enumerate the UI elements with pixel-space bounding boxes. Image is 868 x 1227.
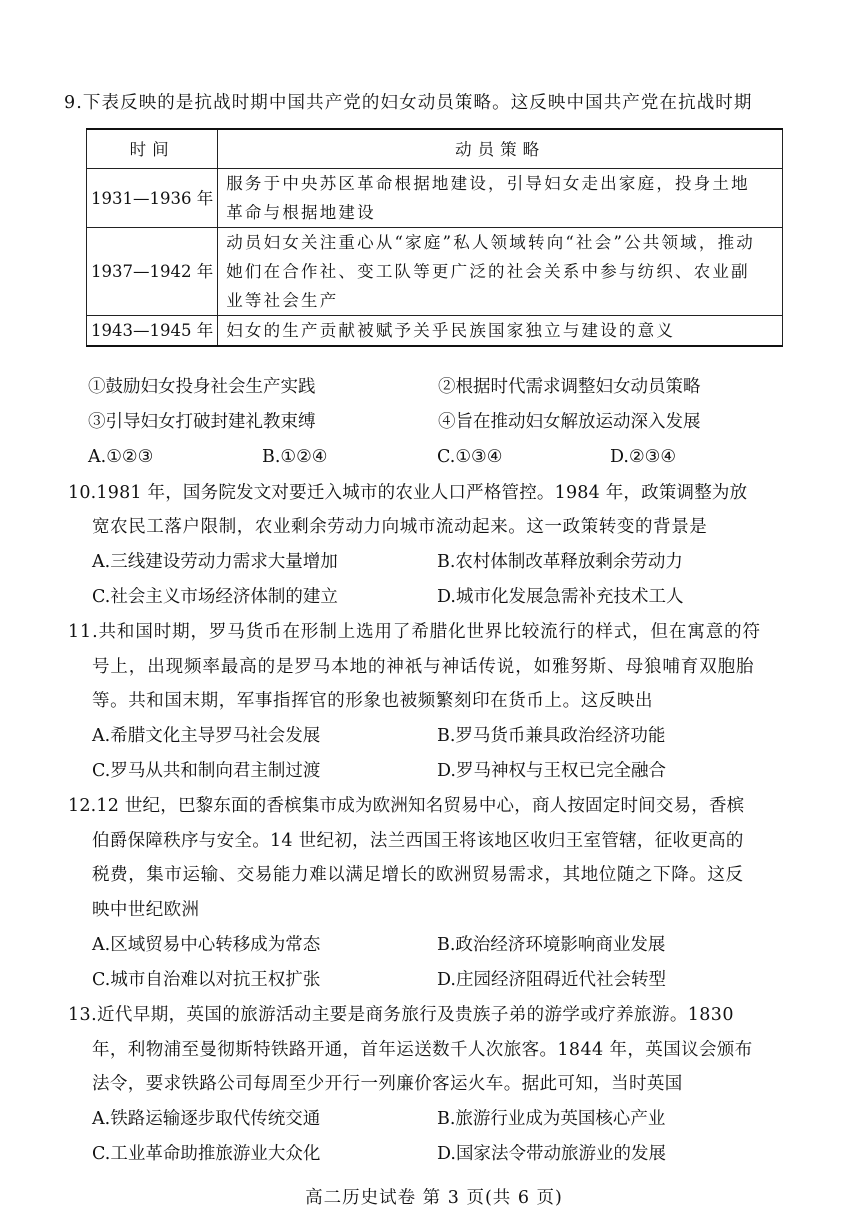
q10-stem-line: 10.1981 年，国务院发文对要迁入城市的农业人口严格管控。1984 年，政策调整为放	[68, 483, 748, 503]
strategy-line: 动员妇女关注重心从“家庭”私人领域转向“社会”公共领域，推动	[226, 233, 755, 252]
strategy-line: 她们在合作社、变工队等更广泛的社会关系中参与纺织、农业副	[226, 262, 750, 281]
table-cell-strategy	[218, 228, 783, 316]
table-cell-time: 1937—1942 年	[87, 228, 218, 316]
q13-stem-line: 13.近代早期，英国的旅游活动主要是商务旅行及贵族子弟的游学或疗养旅游。1830	[68, 1005, 734, 1025]
table-row	[87, 228, 783, 316]
q12-stem-line: 伯爵保障秩序与安全。14 世纪初，法兰西国王将该地区收归王室管辖，征收更高的	[92, 831, 744, 851]
q11-option-c[interactable]: C.罗马从共和制向君主制过渡	[92, 761, 321, 781]
table-header-time: 时间	[87, 129, 218, 169]
q10-stem-line: 宽农民工落户限制，农业剩余劳动力向城市流动起来。这一政策转变的背景是	[92, 517, 708, 537]
q9-stem: 9.下表反映的是抗战时期中国共产党的妇女动员策略。这反映中国共产党在抗战时期	[64, 93, 753, 113]
table-header-row	[87, 129, 783, 169]
table-row	[87, 316, 783, 347]
q11-stem-line: 号上，出现频率最高的是罗马本地的神祇与神话传说，如雅努斯、母狼哺育双胞胎	[92, 657, 755, 677]
q10-option-b[interactable]: B.农村体制改革释放剩余劳动力	[437, 552, 683, 572]
q11-option-d[interactable]: D.罗马神权与王权已完全融合	[437, 761, 666, 781]
mobilization-strategy-table	[86, 128, 783, 347]
q9-statement: ③引导妇女打破封建礼教束缚	[88, 412, 316, 432]
table-cell-time: 1931—1936 年	[87, 169, 218, 228]
q10-option-a[interactable]: A.三线建设劳动力需求大量增加	[92, 552, 338, 572]
q9-statement: ④旨在推动妇女解放运动深入发展	[438, 412, 701, 432]
q13-stem-line: 法令，要求铁路公司每周至少开行一列廉价客运火车。据此可知，当时英国	[92, 1074, 683, 1094]
table-cell-time: 1943—1945 年	[87, 316, 218, 347]
q12-option-c[interactable]: C.城市自治难以对抗王权扩张	[92, 970, 321, 990]
q11-stem-line: 11.共和国时期，罗马货币在形制上选用了希腊化世界比较流行的样式，但在寓意的符	[68, 622, 761, 642]
q9-statement: ②根据时代需求调整妇女动员策略	[438, 377, 701, 397]
q13-stem-line: 年，利物浦至曼彻斯特铁路开通，首年运送数千人次旅客。1844 年，英国议会颁布	[92, 1040, 753, 1060]
q10-option-d[interactable]: D.城市化发展急需补充技术工人	[437, 587, 684, 607]
q11-option-b[interactable]: B.罗马货币兼具政治经济功能	[437, 726, 666, 746]
q12-option-b[interactable]: B.政治经济环境影响商业发展	[437, 935, 666, 955]
q12-option-a[interactable]: A.区域贸易中心转移成为常态	[92, 935, 321, 955]
q12-stem-line: 12.12 世纪，巴黎东面的香槟集市成为欧洲知名贸易中心，商人按固定时间交易，香槟	[68, 796, 745, 816]
strategy-line: 服务于中央苏区革命根据地建设，引导妇女走出家庭，投身土地	[226, 174, 750, 193]
q9-option-a[interactable]: A.①②③	[88, 447, 154, 467]
q12-stem-line: 税费，集市运输、交易能力难以满足增长的欧洲贸易需求，其地位随之下降。这反	[92, 865, 744, 885]
table-cell-strategy	[218, 316, 783, 347]
q9-option-b[interactable]: B.①②④	[262, 447, 328, 467]
table-header-strategy: 动员策略	[218, 129, 783, 169]
table-cell-strategy	[218, 169, 783, 228]
q12-option-d[interactable]: D.庄园经济阻碍近代社会转型	[437, 970, 666, 990]
q9-option-c[interactable]: C.①③④	[437, 447, 503, 467]
strategy-line: 革命与根据地建设	[226, 203, 376, 222]
q13-option-d[interactable]: D.国家法令带动旅游业的发展	[437, 1144, 666, 1164]
q10-option-c[interactable]: C.社会主义市场经济体制的建立	[92, 587, 338, 607]
q9-statement: ①鼓励妇女投身社会生产实践	[88, 377, 316, 397]
table-row	[87, 169, 783, 228]
q11-option-a[interactable]: A.希腊文化主导罗马社会发展	[92, 726, 321, 746]
page-footer: 高二历史试卷 第 3 页(共 6 页)	[305, 1188, 563, 1208]
q9-option-d[interactable]: D.②③④	[610, 447, 677, 467]
strategy-line: 妇女的生产贡献被赋予关乎民族国家独立与建设的意义	[226, 321, 676, 340]
strategy-line: 业等社会生产	[226, 291, 339, 310]
q13-option-b[interactable]: B.旅游行业成为英国核心产业	[437, 1109, 666, 1129]
q13-option-a[interactable]: A.铁路运输逐步取代传统交通	[92, 1109, 321, 1129]
q11-stem-line: 等。共和国末期，军事指挥官的形象也被频繁刻印在货币上。这反映出	[92, 691, 654, 711]
q12-stem-line: 映中世纪欧洲	[92, 900, 200, 920]
q13-option-c[interactable]: C.工业革命助推旅游业大众化	[92, 1144, 321, 1164]
